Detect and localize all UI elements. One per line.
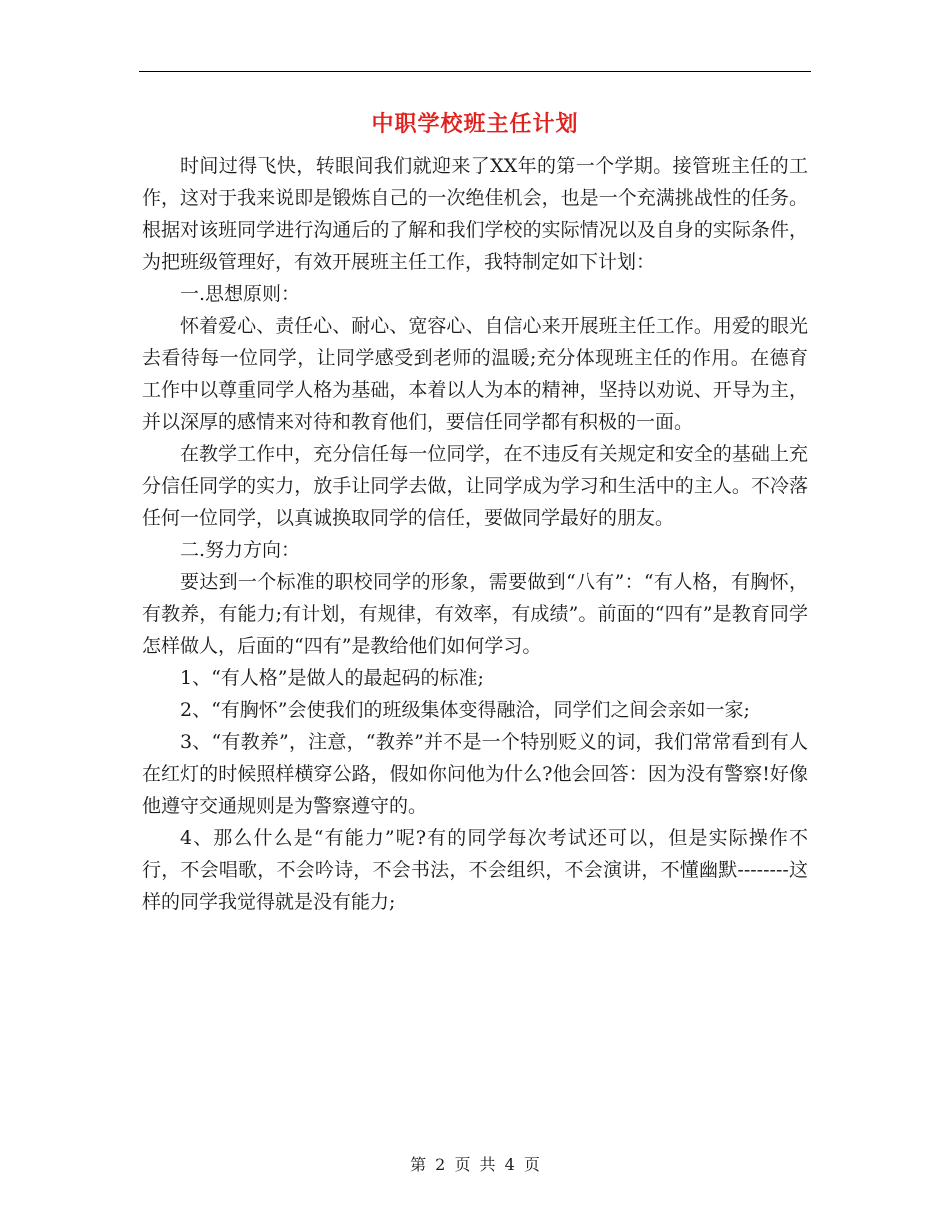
document-body <box>142 150 808 918</box>
list-item: 1、“有人格”是做人的最起码的标准; <box>180 667 484 689</box>
paragraph: 时间过得飞快，转眼间我们就迎来了XX年的第一个学期。接管班主任的工作，这对于我来说即是锻炼自己的一次绝佳机会，也是一个充满挑战性的任务。根据对该班同学进行沟通后的了解和我们学校的实际情况以及自身的实际条件，为把班级管理好，有效开展班主任工作，我特制定如下计划： <box>142 155 808 273</box>
list-item: 4、那么什么是“有能力”呢?有的同学每次考试还可以，但是实际操作不行，不会唱歌，不会吟诗，不会书法，不会组织，不会演讲，不懂幽默--------这样的同学我觉得就是没有能力; <box>142 827 808 913</box>
section-heading: 二.努力方向： <box>180 539 301 561</box>
paragraph: 怀着爱心、责任心、耐心、宽容心、自信心来开展班主任工作。用爱的眼光去看待每一位同学，让同学感受到老师的温暖;充分体现班主任的作用。在德育工作中以尊重同学人格为基础，本着以人为本的精神，坚持以劝说、开导为主，并以深厚的感情来对待和教育他们，要信任同学都有积极的一面。 <box>142 315 808 433</box>
paragraph: 在教学工作中，充分信任每一位同学，在不违反有关规定和安全的基础上充分信任同学的实力，放手让同学去做，让同学成为学习和生活中的主人。不冷落任何一位同学，以真诚换取同学的信任，要做同学最好的朋友。 <box>142 443 808 529</box>
document-title: 中职学校班主任计划 <box>371 112 579 137</box>
header-rule <box>139 71 811 72</box>
list-item: 3、“有教养”，注意，“教养”并不是一个特别贬义的词，我们常常看到有人在红灯的时候照样横穿公路，假如你问他为什么?他会回答：因为没有警察!好像他遵守交通规则是为警察遵守的。 <box>142 731 808 817</box>
page-number: 第 2 页 共 4 页 <box>410 1155 540 1174</box>
section-heading: 一.思想原则： <box>180 283 301 305</box>
list-item: 2、“有胸怀”会使我们的班级集体变得融洽，同学们之间会亲如一家; <box>180 699 750 721</box>
paragraph: 要达到一个标准的职校同学的形象，需要做到“八有”：“有人格，有胸怀，有教养，有能力;有计划，有规律，有效率，有成绩”。前面的“四有”是教育同学怎样做人，后面的“四有”是教给他们如何学习。 <box>142 571 808 657</box>
